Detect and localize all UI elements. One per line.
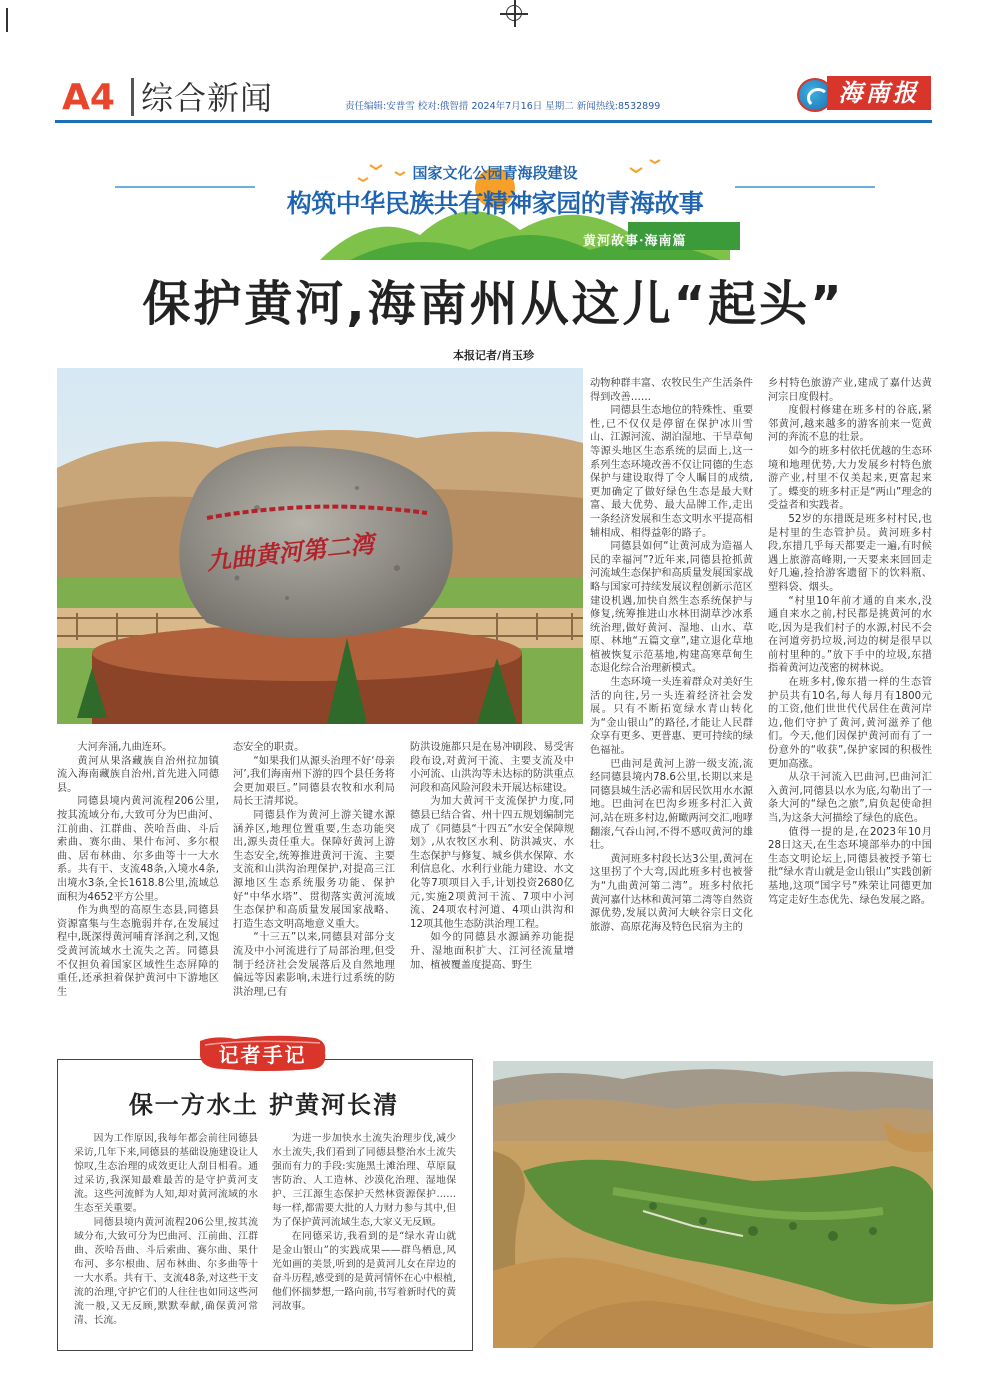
monument-stone-photo — [57, 368, 583, 724]
note-column-2 — [272, 1132, 456, 1314]
col3-paragraph: 同德县如何“让黄河成为造福人民的幸福河”?近年来,同德县抢抓黄河流域生态保护和高质量发展国家战略与国家可持续发展议程创新示范区建设机遇,加快自然生态系统保护与修复,统筹推进山水林田湖草沙冰系统治理,做好黄河、湿地、山水、草原、林地“五篇文章”,建立退化草地植被恢复示范基地,构建高寒草甸生态退化综合治理新模式。 — [590, 541, 753, 675]
col2-paragraph: 态安全的职责。 — [233, 742, 305, 753]
banner-tag: 黄河故事·海南篇 — [583, 234, 687, 249]
col4-paragraph: 度假村修建在班多村的谷底,紧邻黄河,越来越多的游客前来一览黄河的奔流不息的壮景。 — [768, 405, 932, 444]
header-divider — [131, 78, 134, 116]
col4-paragraph: 值得一提的是,在2023年10月28日这天,在生态环境部举办的中国生态文明论坛上,同德县被授予第七批“绿水青山就是金山银山”实践创新基地,这项“国字号”殊荣让同德更加笃定走好生态优先、绿色发展之路。 — [768, 826, 932, 906]
series-banner — [115, 150, 875, 260]
reporter-note-title: 保一方水土 护黄河长清 — [128, 1090, 400, 1119]
masthead-logo — [797, 76, 931, 110]
article-byline: 本报记者/肖玉珍 — [452, 349, 535, 362]
editor-meta: 责任编辑:安普雪 校对:俄智措 2024年7月16日 星期二 新闻热线:8532899 — [345, 101, 661, 112]
article-column-3b — [410, 741, 574, 972]
article-column-4 — [768, 377, 932, 907]
col3-paragraph: 巴曲河是黄河上游一级支流,流经同德县境内78.6公里,长期以来是同德县城生活必需和居民饮用水水源地。巴曲河在巴沟乡班多村汇入黄河,站在班多村边,俯瞰两河交汇,咆哮翻滚,气吞山河,不得不感叹黄河的雄壮。 — [590, 758, 753, 852]
col3-paragraph: 生态环境一头连着群众对美好生活的向往,另一头连着经济社会发展。只有不断拓宽绿水青山转化为“金山银山”的路径,才能让人民群众享有更多、更普惠、更可持续的绿色福祉。 — [590, 677, 754, 757]
col2-paragraph: 同德县作为黄河上游关键水源涵养区,地理位置重要,生态功能突出,源头责任重大。保障好黄河上游生态安全,统筹推进黄河干流、主要支流和山洪沟治理保护,对提高三江源地区生态系统服务功能、保护好“中华水塔”、贯彻落实黄河流域生态保护和高质量发展国家战略、打造生态文明高地意义重大。 — [233, 809, 395, 930]
reporter-note-badge-text: 记者手记 — [218, 1043, 307, 1067]
col4-paragraph: 从尕干河流入巴曲河,巴曲河汇入黄河,同德县以水为底,勾勒出了一条大河的“绿色之旅”,肩负起使命担当,为这条大河描绘了绿色的底色。 — [768, 772, 932, 824]
article-headline: 保护黄河,海南州从这儿“起头” — [142, 276, 845, 332]
article-column-2 — [233, 741, 395, 999]
article-column-1 — [57, 741, 219, 999]
banner-title: 构筑中华民族共有精神家园的青海故事 — [286, 189, 704, 218]
col1-paragraph: 作为典型的高原生态县,同德县资源富集与生态脆弱并存,在发展过程中,既深得黄河哺育泽润之利,又饱受黄河流域水土流失之苦。同德县不仅担负着国家区域性生态屏障的重任,还承担着保护黄河中下游地区生 — [57, 905, 219, 998]
col2-paragraph: “十三五”以来,同德县对部分支流及中小河流进行了局部治理,但受制于经济社会发展落后及自然地理偏远等因素影响,未进行过系统的防洪治理,已有 — [233, 932, 395, 998]
col2-paragraph: “如果我们从源头治理不好‘母亲河’,我们海南州下游的四个县任务将会更加艰巨。”同德县农牧和水利局局长王清邦说。 — [233, 755, 395, 808]
col1-paragraph: 大河奔涌,九曲连环。 — [77, 742, 173, 753]
col4-paragraph: “村里10年前才通的自来水,没通自来水之前,村民都是挑黄河的水吃,因为是我们村子的水源,村民不会在河道旁扔垃圾,河边的树是很早以前村里种的。”放下手中的垃圾,东措指着黄河边茂密的树林说。 — [768, 595, 932, 675]
col3-paragraph: 动物种群丰富、农牧民生产生活条件得到改善…… — [590, 378, 753, 403]
page-number: A4 — [62, 77, 115, 118]
article-column-3 — [590, 377, 753, 934]
aerial-river-photo — [493, 1061, 933, 1348]
col4-paragraph: 乡村特色旅游产业,建成了嘉什达黄河宗日度假村。 — [768, 378, 932, 403]
reporter-note-badge — [195, 1033, 330, 1073]
section-title: 综合新闻 — [141, 79, 274, 117]
col4-paragraph: 如今的班多村依托优越的生态环境和地理优势,大力发展乡村特色旅游产业,村里不仅美起来,更富起来了。蝶变的班多村正是“两山”理念的受益者和实践者。 — [768, 445, 932, 512]
note-paragraph: 为进一步加快水土流失治理步伐,减少水土流失,我们看到了同德县整治水土流失强而有力的手段:实施黑土滩治理、草原鼠害防治、人工造林、沙漠化治理、湿地保护、三江源生态保护天然林资源保护……每一样,都需要大批的人力财力参与其中,但为了保护黄河流域生态,大家义无反顾。 — [272, 1133, 456, 1228]
col3b-paragraph: 如今的同德县水源涵养功能提升、湿地面积扩大、江河径流量增加、植被覆盖度提高、野生 — [410, 932, 574, 971]
col1-paragraph: 同德县境内黄河流程206公里,按其流域分布,大致可分为巴曲河、江前曲、江群曲、茨哈吾曲、斗后索曲、赛尔曲、果什布河、多尔根曲、居布林曲、尔多曲等十一大水系。共有干、支流48条,入境水4条,出境水3条,全长1618.8公里,流域总面积为4652平方公里。 — [57, 796, 219, 903]
masthead-name: 海南报 — [827, 76, 931, 110]
note-paragraph: 同德县境内黄河流程206公里,按其流域分布,大致可分为巴曲河、江前曲、江群曲、茨哈吾曲、斗后索曲、赛尔曲、果什布河、多尔根曲、居布林曲、尔多曲等十一大水系。共有干、支流48条,对这些干支流的治理,守护它们的人往往也如同这些河流一般,又无反顾,默默奉献,确保黄河常清、长流。 — [74, 1217, 258, 1326]
col3-paragraph: 黄河班多村段长达3公里,黄河在这里拐了个大弯,因此班多村也被誉为“九曲黄河第二湾”。班多村依托黄河嘉什达林和黄河第二湾等自然资源优势,发展以黄河大峡谷宗日文化旅游、高原花海及特色民宿为主的 — [590, 853, 753, 933]
col3b-paragraph: 为加大黄河干支流保护力度,同德县已结合省、州十四五规划编制完成了《同德县“十四五”水安全保障规划》,从农牧区水利、防洪减灾、水生态保护与修复、城乡供水保障、水利信息化、水利行业能力建设、水文化等7项项目入手,计划投资2680亿元,实施2项黄河干流、7项中小河流、24项农村河道、4项山洪沟和12项其他生态防洪治理工程。 — [410, 796, 574, 930]
monument-inscription: 九曲黄河第二湾 — [205, 529, 376, 576]
registration-mark-icon — [504, 3, 524, 23]
col1-paragraph: 黄河从果洛藏族自治州拉加镇流入海南藏族自治州,首先进入同德县。 — [57, 755, 219, 794]
col3b-paragraph: 防洪设施都只是在易冲刷段、易受害段布设,对黄河干流、主要支流及中小河流、山洪沟等未达标的防洪重点河段和高风险河段未开展达标建设。 — [410, 742, 574, 794]
col3-paragraph: 同德县生态地位的特殊性、重要性,已不仅仅是停留在保护冰川雪山、江源河流、湖泊湿地、干旱草甸等源头地区生态系统的层面上,这一系列生态环境改善不仅让同德的生态保护与建设取得了令人瞩目的成绩,更加确定了做好绿色生态是最大财富、最大优势、最大品牌工作,走出一条经济发展和生态文明水平提高相辅相成、相得益彰的路子。 — [590, 405, 754, 539]
crop-tick — [6, 8, 8, 32]
note-column-1 — [74, 1132, 258, 1328]
note-paragraph: 在同德采访,我看到的是“绿水青山就是金山银山”的实践成果——群鸟栖息,风光如画的美景,听到的是黄河儿女在岸边的奋斗历程,感受到的是黄河情怀在心中根植,他们怀揣梦想,一路向前,书写着新时代的黄河故事。 — [272, 1231, 456, 1312]
banner-subtitle: 国家文化公园青海段建设 — [412, 164, 578, 182]
note-paragraph: 因为工作原因,我每年都会前往同德县采访,几年下来,同德县的基础设施建设让人惊叹,生态治理的成效更让人刮目相看。通过采访,我深知最难最苦的是守护黄河支流。这些河流鲜为人知,却对黄河流域的水生态至关重要。 — [74, 1133, 258, 1214]
header-rule — [55, 120, 932, 123]
col4-paragraph: 在班多村,像东措一样的生态管护员共有10名,每人每月有1800元的工资,他们世世代代居住在黄河岸边,他们守护了黄河,黄河滋养了他们。今天,他们因保护黄河而有了一份意外的“收获”,保护家园的积极性更加高涨。 — [768, 677, 932, 770]
col4-paragraph: 52岁的东措既是班多村村民,也是村里的生态管护员。黄河班多村段,东措几乎每天都要走一遍,有时候遇上旅游高峰期,一天要来来回回走好几遍,捡拾游客遗留下的饮料瓶、塑料袋、烟头。 — [768, 513, 932, 593]
